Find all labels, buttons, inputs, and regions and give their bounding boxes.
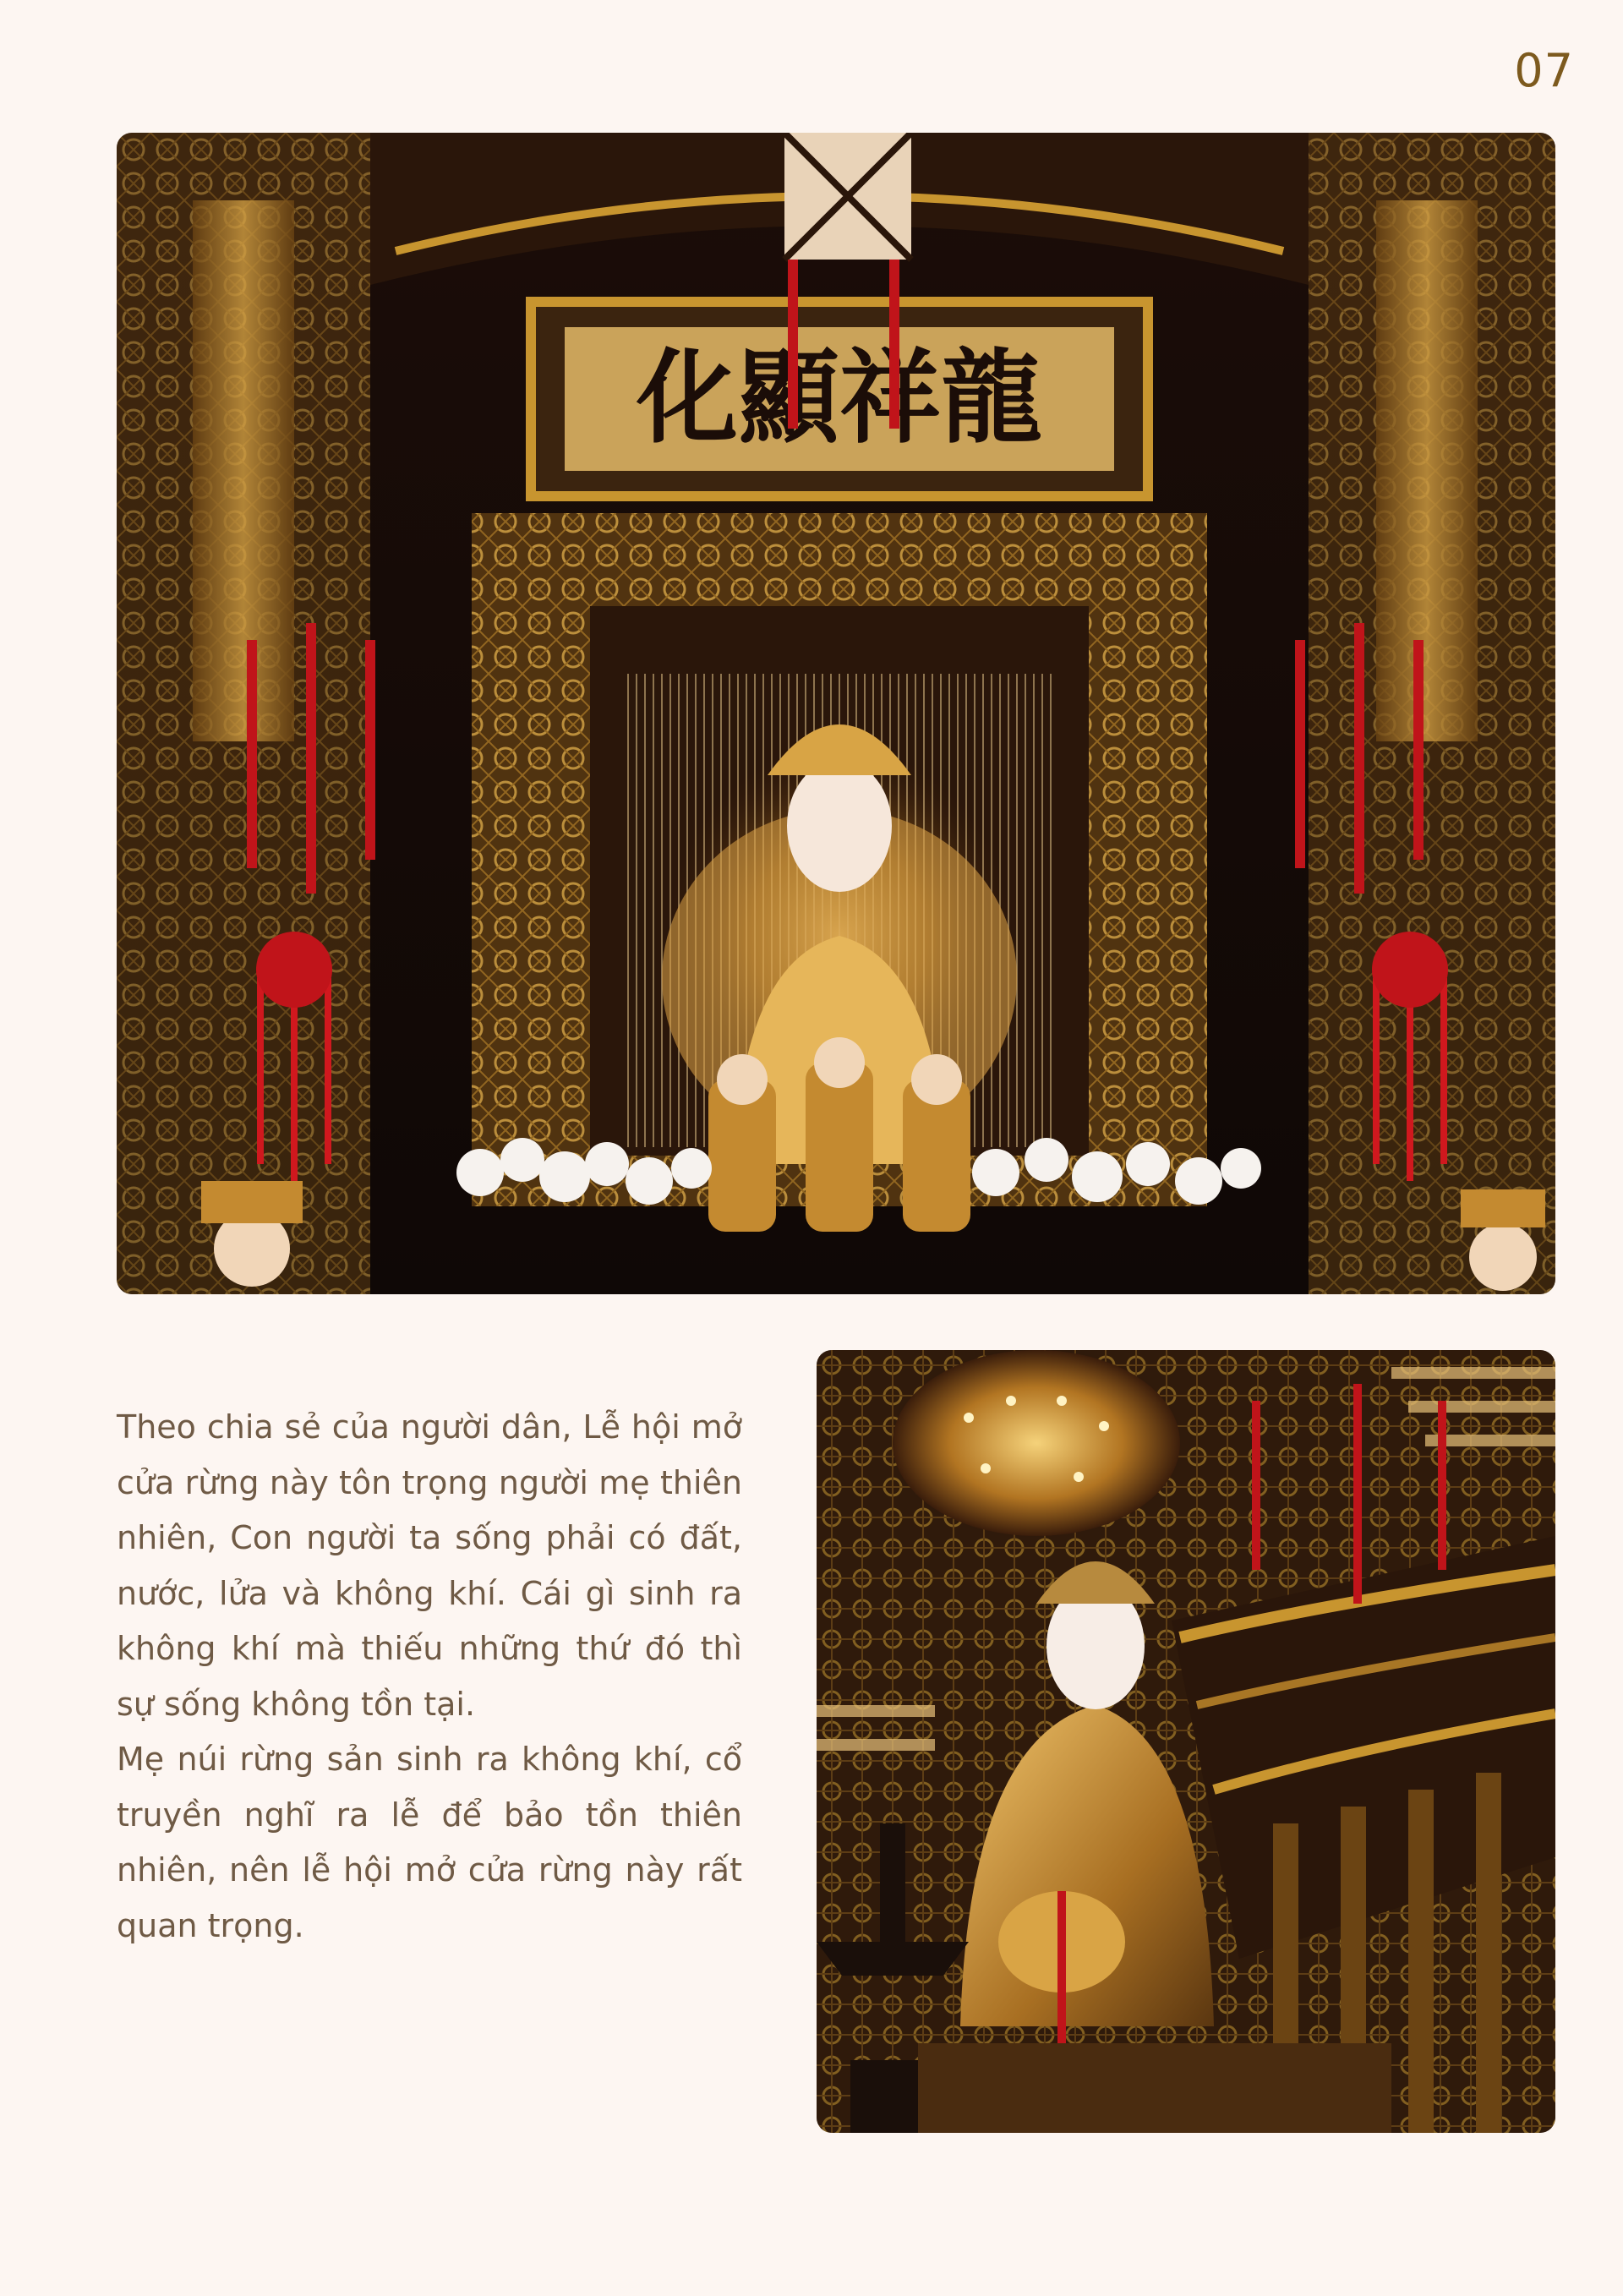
paragraph-1: Theo chia sẻ của người dân, Lễ hội mở cửa rừng này tôn trọng người mẹ thiên nhiên, Con người ta sống phải có đất, nước, lửa và không khí. Cái gì sinh ra không khí mà thiếu những thứ đó thì sự sống không tồn tại.: [117, 1408, 742, 1723]
article-body: [117, 1400, 742, 1954]
temple-statue-image: [817, 1350, 1555, 2133]
temple-altar-photo: [117, 133, 1555, 1294]
temple-statue-photo: [817, 1350, 1555, 2133]
paragraph-2: Mẹ núi rừng sản sinh ra không khí, cổ truyền nghĩ ra lễ để bảo tồn thiên nhiên, nên lễ hội mở cửa rừng này rất quan trọng.: [117, 1741, 742, 1944]
temple-altar-image: [117, 133, 1555, 1294]
page-number: 07: [1514, 44, 1574, 97]
plaque-text: 化顯祥龍: [637, 338, 1042, 457]
